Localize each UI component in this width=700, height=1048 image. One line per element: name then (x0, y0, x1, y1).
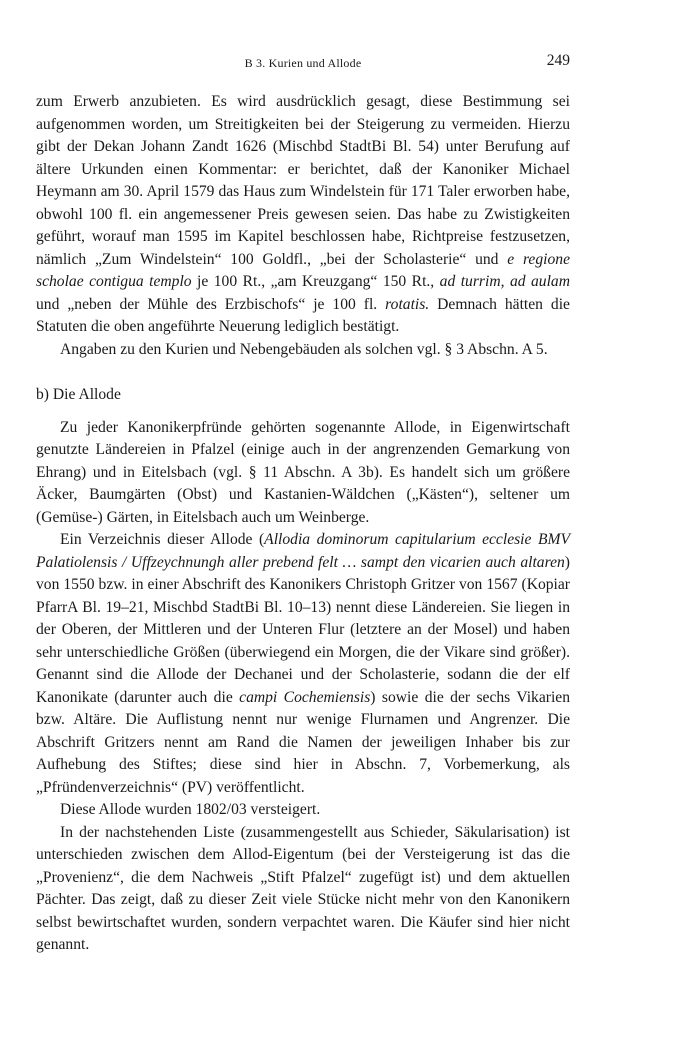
text-run: Ein Verzeichnis dieser Allode ( (60, 531, 265, 548)
running-title: B 3. Kurien und Allode (244, 56, 362, 70)
latin-quote: e regione scholae contigua templo (36, 250, 571, 290)
latin-quote: rotatis. (385, 295, 430, 313)
paragraph-continuation (36, 91, 570, 339)
paragraph-versteigert: Diese Allode wurden 1802/03 versteigert. (60, 801, 321, 818)
text-run: ) sowie die der sechs Vikarien bzw. Altäre. Die Auflistung nennt nur wenige Flurnamen und Angrenzer. Die Abschrift Gritzers nennt am Rand die Namen der jeweiligen Inhaber bis zur Aufhebung des Stiftes; diese sind hier in Abschn. 7, Vorbemerkung, als „Pfründenverzeichnis“ (PV) veröffentlicht. (36, 688, 570, 796)
paragraph-verzeichnis (36, 529, 570, 799)
latin-quote: ad turrim, ad aulam (439, 273, 570, 290)
text-run: Demnach hätten die Statuten die oben angeführte Neuerung lediglich bestätigt. (36, 295, 570, 335)
text-run: und „neben der Mühle des Erzbischofs“ je 100 fl. (36, 295, 386, 313)
page-body (36, 91, 570, 957)
running-head (36, 52, 570, 72)
text-run: zum Erwerb anzubieten. Es wird ausdrücklich gesagt, diese Bestimmung sei aufgenommen worden, um Streitigkeiten bei der Steigerung zu vermeiden. Hierzu gibt der Dekan Johann Zandt 1626 (Mischbd StadtBi Bl. 54) unter Berufung auf ältere Urkunden einen Kommentar: er berichtet, daß der Kanoniker Michael Heymann am 30. April 1579 das Haus zum Windelstein für 171 Taler erworben habe, obwohl 100 fl. ein angemessener Preis gewesen seien. Das habe zu Zwistigkeiten geführt, worauf man 1595 im Kapitel beschlossen habe, Richtpreise festzusetzen, nämlich „Zum Windelstein“ 100 Goldfl., „bei der Scholasterie“ und (36, 93, 570, 268)
text-run: je 100 Rt., „am Kreuzgang“ 150 Rt., (191, 273, 440, 290)
text-run: ) von 1550 bzw. in einer Abschrift des Kanonikers Christoph Gritzer von 1567 (Kopiar PfarrA Bl. 19–21, Mischbd StadtBi Bl. 10–13) nennt diese Ländereien. Sie liegen in der Oberen, der Mittleren und der Unteren Flur (letztere an der Mosel) und haben sehr unterschiedliche Größen (überwiegend ein Morgen, die der Vikare sind größer). Genannt sind die Allode der Dechanei und der Scholasterie, sodann die der elf Kanonikate (darunter auch die (36, 553, 570, 706)
paragraph-reference: Angaben zu den Kurien und Nebengebäuden als solchen vgl. § 3 Abschn. A 5. (60, 340, 548, 358)
section-heading: b) Die Allode (36, 386, 121, 403)
paragraph-allode-intro: Zu jeder Kanonikerpfründe gehörten sogenannte Allode, in Eigenwirtschaft genutzte Ländereien in Pfalzel (einige auch in der angrenzenden Gemarkung von Ehrang) und in Eitelsbach (vgl. § 11 Abschn. A 3b). Es handelt sich um größere Äcker, Baumgärten (Obst) und Kastanien-Wäldchen („Kästen“), seltener um (Gemüse-) Gärten, in Eitelsbach auch um Weinberge. (36, 418, 570, 526)
paragraph-liste: In der nachstehenden Liste (zusammengestellt aus Schieder, Säkularisation) ist unterschieden zwischen dem Allod-Eigentum (bei der Versteigerung ist das die „Provenienz“, die dem Nachweis „Stift Pfalzel“ zugefügt ist) und dem aktuellen Pächter. Das zeigt, daß zu dieser Zeit viele Stücke nicht mehr von den Kanonikern selbst bewirtschaftet wurden, sondern verpachtet waren. Die Käufer sind hier nicht genannt. (36, 823, 570, 953)
latin-quote: campi Cochemiensis (239, 688, 371, 706)
page-number: 249 (546, 52, 570, 69)
latin-title: Allodia dominorum capitularium ecclesie BMV Palatiolensis / Uffzeychnungh aller prebend felt … sampt den vicarien auch altaren (36, 531, 570, 571)
